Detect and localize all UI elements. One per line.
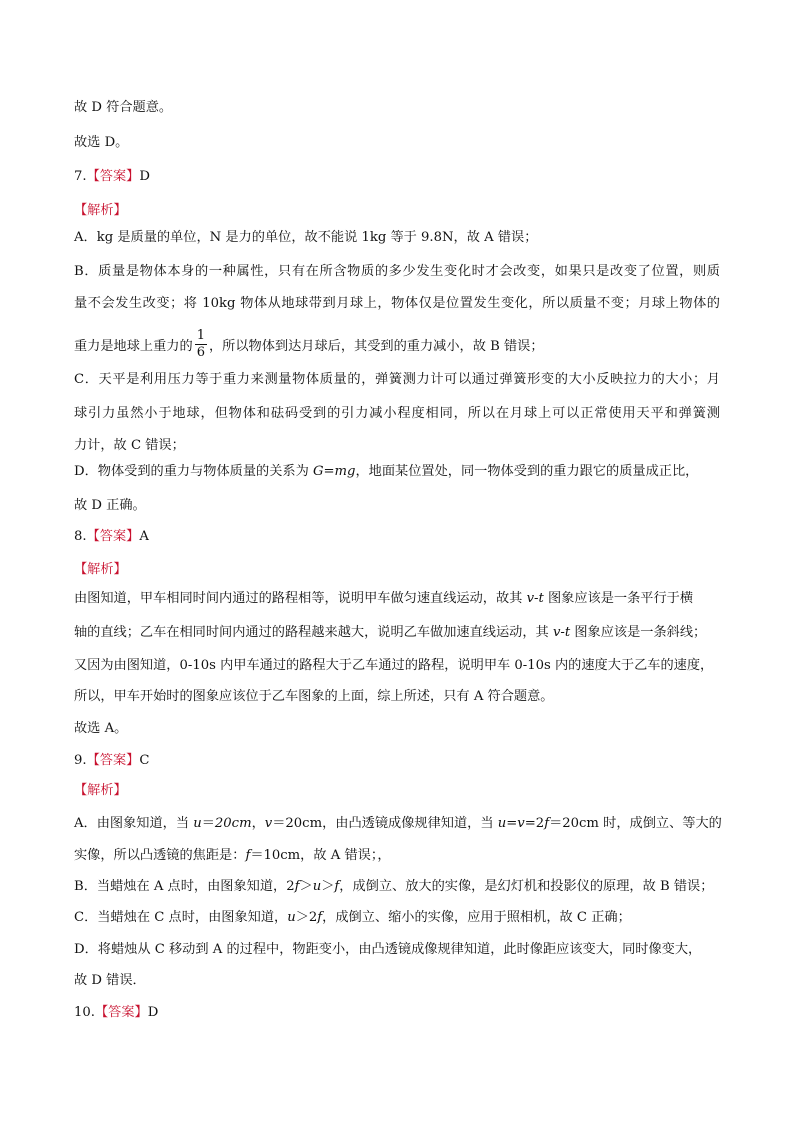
text-line: [74, 877, 720, 897]
italic-symbol: u: [312, 879, 322, 894]
text: ＞: [321, 879, 335, 894]
text-line-with-fraction: [74, 330, 720, 363]
text: ，所以物体到达月球后，其受到的重力减小，故 B 错误；: [208, 339, 544, 354]
answer-line-9: [74, 751, 720, 771]
text: C．当蜡烛在 C 点时，由图象知道，: [74, 910, 288, 925]
formula: G=mg: [312, 464, 356, 479]
text: 又因为由图知道，0-10s 内甲车通过的路程大于乙车通过的路程，说明甲车 0-10s 内的速度大于乙车的速度，: [74, 658, 714, 673]
italic-symbol: f: [294, 879, 300, 894]
analysis-label-text: 【解析】: [74, 783, 127, 798]
text-line: [74, 687, 720, 707]
answer-label: 【答案】: [94, 1005, 148, 1020]
text: ＞2: [295, 910, 318, 925]
text: 故选 A。: [74, 721, 128, 736]
answer-line-10: [74, 1003, 720, 1023]
text: =: [506, 816, 518, 831]
answer-label: 【答案】: [86, 753, 140, 768]
text: 重力是地球上重力的: [74, 339, 193, 354]
italic-symbol: f: [245, 848, 251, 863]
text: =2: [524, 816, 545, 831]
answer-label: 【答案】: [86, 169, 140, 184]
text-line: [74, 719, 720, 739]
text: 实像，所以凸透镜的焦距是：: [74, 848, 246, 863]
text: ＝10cm，故 A 错误；，: [250, 848, 391, 863]
text: 力计，故 C 错误；: [74, 438, 185, 453]
text-line: [74, 940, 720, 960]
text: ＝: [201, 816, 215, 831]
answer-value: C: [139, 753, 150, 768]
text-line: [74, 496, 720, 516]
italic-symbol: v-t: [526, 591, 544, 606]
question-number: 7.: [74, 169, 87, 184]
text: A．由图象知道，当: [74, 816, 194, 831]
text-line: [74, 589, 720, 609]
text: ＝20cm 时，成倒立、等大的: [549, 816, 722, 831]
question-number: 9.: [74, 753, 87, 768]
question-number: 8.: [74, 529, 87, 544]
text-line: [74, 404, 720, 424]
text-line: [74, 656, 720, 676]
question-number: 10.: [74, 1005, 95, 1020]
text: D．将蜡烛从 C 移动到 A 的过程中，物距变小，由凸透镜成像规律知道，此时像距应该变大，同时像变大，: [74, 942, 702, 957]
text-line: [74, 814, 720, 834]
text-line: [74, 133, 720, 153]
answer-value: D: [139, 169, 150, 184]
italic-symbol: f: [544, 816, 550, 831]
text: 球引力虽然小于地球，但物体和砝码受到的引力减小程度相同，所以在月球上可以正常使用天平和弹簧测: [74, 406, 720, 421]
text: B．当蜡烛在 A 点时，由图象知道，2: [74, 879, 295, 894]
italic-symbol: f: [334, 879, 340, 894]
text: 故选 D。: [74, 135, 129, 150]
text-line: [74, 971, 720, 991]
italic-symbol: u: [497, 816, 507, 831]
fraction-numerator: 1: [196, 328, 205, 343]
text: 量不会发生改变；将 10kg 物体从地球带到月球上，物体仅是位置发生变化，所以质量不变；月球上物体的: [74, 296, 720, 311]
analysis-label: [74, 781, 720, 801]
text: ，成倒立、缩小的实像，应用于照相机，故 C 正确；: [322, 910, 631, 925]
text-line: [74, 262, 720, 282]
text-line: [74, 370, 720, 390]
text: 轴的直线；乙车在相同时间内通过的路程越来越大，说明乙车做加速直线运动，其: [74, 625, 553, 640]
text: 故 D 错误．: [74, 973, 146, 988]
text: A．kg 是质量的单位，N 是力的单位，故不能说 1kg 等于 9.8N，故 A 错误；: [74, 230, 538, 245]
text-line: [74, 462, 720, 482]
analysis-label-text: 【解析】: [74, 203, 127, 218]
fraction-one-sixth: [195, 328, 207, 361]
text-line: [74, 98, 720, 118]
text: 图象应该是一条斜线；: [570, 625, 707, 640]
italic-symbol: v: [264, 816, 273, 831]
text: 图象应该是一条平行于横: [543, 591, 694, 606]
italic-symbol: f: [317, 910, 323, 925]
text: ，: [251, 816, 265, 831]
italic-value: 20cm: [214, 816, 252, 831]
text-line: [74, 846, 720, 866]
text-line: [74, 228, 720, 248]
text: ，成倒立、放大的实像，是幻灯机和投影仪的原理，故 B 错误；: [339, 879, 714, 894]
text: ＞: [299, 879, 313, 894]
answer-value: D: [147, 1005, 159, 1020]
analysis-label: [74, 560, 720, 580]
answer-line-8: [74, 527, 720, 547]
text-line: [74, 908, 720, 928]
text: D．物体受到的重力与物体质量的关系为: [74, 464, 313, 479]
answer-label: 【答案】: [86, 529, 140, 544]
analysis-label: [74, 201, 720, 221]
answer-line-7: [74, 167, 720, 187]
text: ＝20cm，由凸透镜成像规律知道，当: [272, 816, 498, 831]
italic-symbol: u: [193, 816, 202, 831]
text: 所以，甲车开始时的图象应该位于乙车图象的上面，综上所述，只有 A 符合题意。: [74, 689, 554, 704]
text: ，地面某位置处，同一物体受到的重力跟它的质量成正比，: [355, 464, 699, 479]
text-line: [74, 294, 720, 314]
text-line: [74, 623, 720, 643]
analysis-label-text: 【解析】: [74, 562, 127, 577]
text: B．质量是物体本身的一种属性，只有在所含物质的多少发生变化时才会改变，如果只是改变了位置，则质: [74, 264, 720, 279]
text: 故 D 正确。: [74, 498, 146, 513]
answer-value: A: [139, 529, 149, 544]
italic-symbol: u: [287, 910, 296, 925]
text: 故 D 符合题意。: [74, 100, 173, 115]
italic-symbol: v: [517, 816, 525, 831]
text: C．天平是利用压力等于重力来测量物体质量的，弹簧测力计可以通过弹簧形变的大小反映拉力的大小；月: [74, 372, 720, 387]
text-line: [74, 436, 720, 456]
italic-symbol: v-t: [552, 625, 571, 640]
fraction-denominator: 6: [196, 345, 205, 360]
text: 由图知道，甲车相同时间内通过的路程相等，说明甲车做匀速直线运动，故其: [74, 591, 527, 606]
